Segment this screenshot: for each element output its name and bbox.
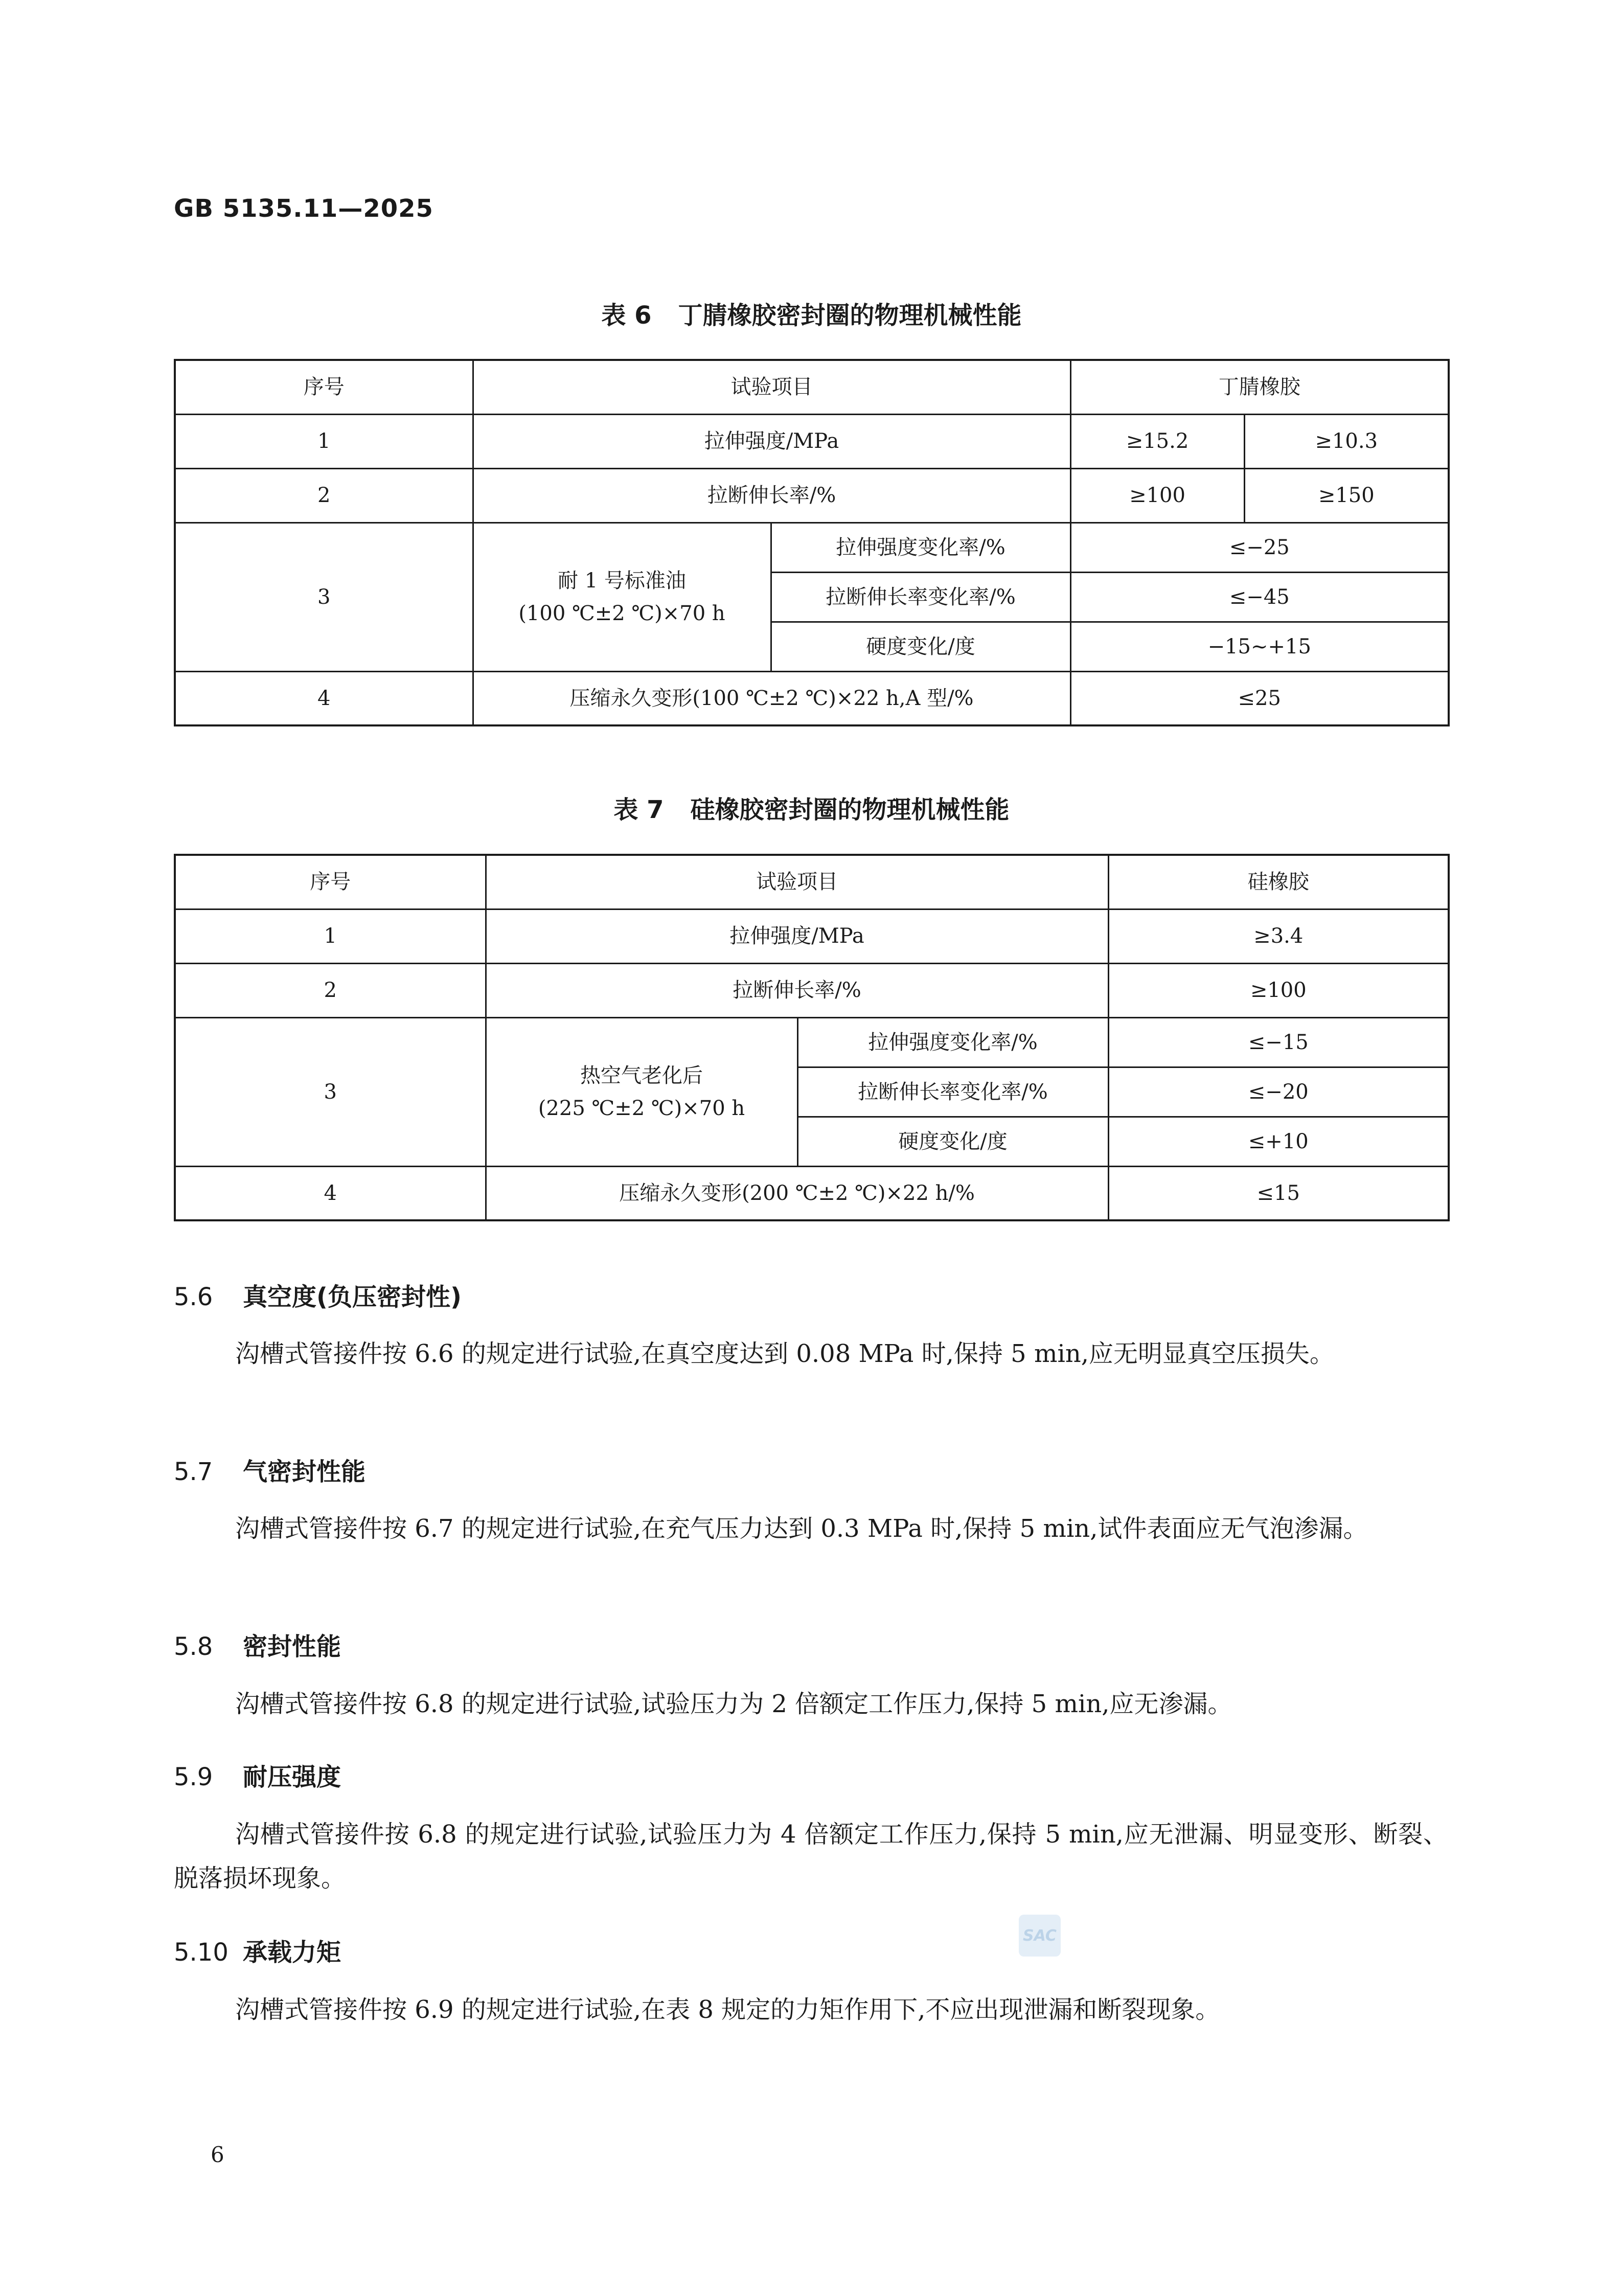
section-5-10-text: 沟槽式管接件按 6.9 的规定进行试验,在表 8 规定的力矩作用下,不应出现泄漏和断裂现象。 (235, 1995, 1220, 2024)
document-code: GB 5135.11—2025 (174, 194, 433, 223)
table6-row4-item: 压缩永久变形(100 ℃±2 ℃)×22 h,A 型/% (473, 671, 1070, 725)
table7-sub2-item: 拉断伸长率变化率/% (797, 1067, 1108, 1117)
table-row (175, 1017, 1449, 1067)
table6-row2-v1: ≥100 (1070, 468, 1244, 522)
section-number: 5.6 (174, 1283, 213, 1311)
table6 (174, 359, 1450, 726)
table6-row2-v2: ≥150 (1244, 468, 1449, 522)
table7-sub1-item: 拉伸强度变化率/% (797, 1017, 1108, 1067)
section-5-9-heading (174, 1757, 341, 1792)
section-5-8-heading (174, 1627, 341, 1662)
table6-sub3-item: 硬度变化/度 (771, 622, 1070, 671)
table6-row2-no: 2 (175, 468, 473, 522)
table-row (175, 963, 1449, 1017)
section-5-6-text: 沟槽式管接件按 6.6 的规定进行试验,在真空度达到 0.08 MPa 时,保持 5 min,应无明显真空压损失。 (235, 1339, 1335, 1368)
table6-head-material: 丁腈橡胶 (1070, 360, 1449, 414)
table7-row1-no: 1 (175, 909, 486, 963)
section-title: 真空度(负压密封性) (243, 1283, 462, 1311)
table6-sub1-item: 拉伸强度变化率/% (771, 522, 1070, 572)
table-row (175, 468, 1449, 522)
table6-sub3-value: −15~+15 (1070, 622, 1449, 671)
table7-header-row (175, 855, 1449, 909)
table6-row2-item: 拉断伸长率/% (473, 468, 1070, 522)
table7-head-material: 硅橡胶 (1108, 855, 1449, 909)
table7-sub3-item: 硬度变化/度 (797, 1117, 1108, 1166)
table7-row3-condition (486, 1017, 797, 1166)
table6-row1-v2: ≥10.3 (1244, 414, 1449, 468)
table6-number: 表 6 (601, 301, 652, 330)
table7-caption (0, 790, 1623, 825)
page-number: 6 (211, 2142, 224, 2167)
table6-row4-value: ≤25 (1070, 671, 1449, 725)
section-title: 密封性能 (243, 1632, 341, 1661)
table7-row2-no: 2 (175, 963, 486, 1017)
section-title: 耐压强度 (243, 1763, 341, 1791)
table6-row1-item: 拉伸强度/MPa (473, 414, 1070, 468)
section-number: 5.8 (174, 1632, 213, 1661)
table6-row1-v1: ≥15.2 (1070, 414, 1244, 468)
table6-title: 丁腈橡胶密封圈的物理机械性能 (678, 301, 1022, 330)
table6-row1-no: 1 (175, 414, 473, 468)
table7-row4-value: ≤15 (1108, 1166, 1449, 1220)
table6-row3-condition (473, 522, 771, 671)
table6-header-row (175, 360, 1449, 414)
table7-condition-line2: (225 ℃±2 ℃)×70 h (538, 1096, 745, 1120)
section-5-9-text: 沟槽式管接件按 6.8 的规定进行试验,试验压力为 4 倍额定工作压力,保持 5 min,应无泄漏、明显变形、断裂、脱落损坏现象。 (174, 1820, 1448, 1893)
section-number: 5.7 (174, 1458, 213, 1486)
table6-sub1-value: ≤−25 (1070, 522, 1449, 572)
table7-sub2-value: ≤−20 (1108, 1067, 1449, 1117)
table7-head-item: 试验项目 (486, 855, 1108, 909)
section-title: 承载力矩 (243, 1938, 341, 1967)
table7-row1-item: 拉伸强度/MPa (486, 909, 1108, 963)
section-5-7-text: 沟槽式管接件按 6.7 的规定进行试验,在充气压力达到 0.3 MPa 时,保持 5 min,试件表面应无气泡渗漏。 (235, 1514, 1368, 1543)
section-5-7-heading (174, 1452, 365, 1487)
table7 (174, 854, 1450, 1221)
section-5-6-heading (174, 1277, 462, 1312)
table6-sub2-value: ≤−45 (1070, 572, 1449, 622)
table6-sub2-item: 拉断伸长率变化率/% (771, 572, 1070, 622)
table7-sub1-value: ≤−15 (1108, 1017, 1449, 1067)
table7-row4-no: 4 (175, 1166, 486, 1220)
table6-row3-no: 3 (175, 522, 473, 671)
table6-caption (0, 295, 1623, 331)
table6-condition-line1: 耐 1 号标准油 (558, 569, 686, 593)
table7-row2-value: ≥100 (1108, 963, 1449, 1017)
table7-condition-line1: 热空气老化后 (580, 1063, 703, 1087)
table7-row1-value: ≥3.4 (1108, 909, 1449, 963)
section-title: 气密封性能 (243, 1458, 366, 1486)
table7-title: 硅橡胶密封圈的物理机械性能 (690, 795, 1010, 824)
table-row (175, 522, 1449, 572)
table-row (175, 1166, 1449, 1220)
table6-head-item: 试验项目 (473, 360, 1070, 414)
table7-head-no: 序号 (175, 855, 486, 909)
section-number: 5.9 (174, 1763, 213, 1791)
table6-row4-no: 4 (175, 671, 473, 725)
section-number: 5.10 (174, 1938, 228, 1967)
table-row (175, 909, 1449, 963)
table7-row3-no: 3 (175, 1017, 486, 1166)
sac-watermark-logo: SAC (1019, 1915, 1061, 1957)
table-row (175, 414, 1449, 468)
section-5-10-heading (174, 1933, 341, 1968)
section-5-8-text: 沟槽式管接件按 6.8 的规定进行试验,试验压力为 2 倍额定工作压力,保持 5 min,应无渗漏。 (235, 1690, 1232, 1718)
table7-row4-item: 压缩永久变形(200 ℃±2 ℃)×22 h/% (486, 1166, 1108, 1220)
table6-condition-line2: (100 ℃±2 ℃)×70 h (518, 601, 725, 625)
table-row (175, 671, 1449, 725)
table6-head-no: 序号 (175, 360, 473, 414)
table7-sub3-value: ≤+10 (1108, 1117, 1449, 1166)
table7-row2-item: 拉断伸长率/% (486, 963, 1108, 1017)
table7-number: 表 7 (613, 795, 664, 824)
